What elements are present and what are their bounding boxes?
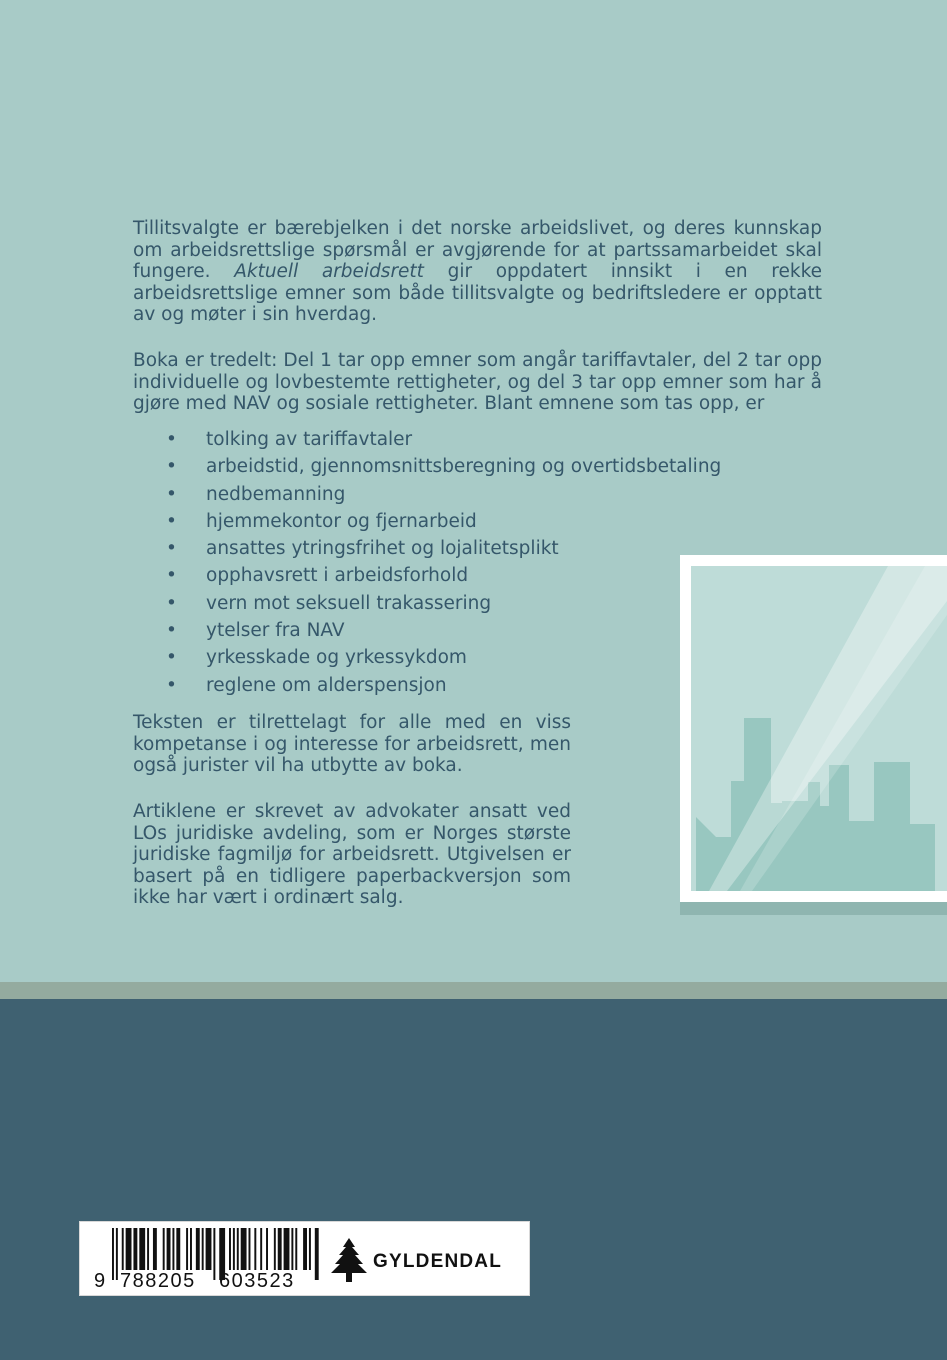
topic-label: vern mot seksuell trakassering: [206, 592, 492, 614]
barcode-bar: [303, 1228, 307, 1270]
barcode-bar: [176, 1228, 180, 1270]
bullet-icon: •: [166, 647, 177, 669]
isbn-right-group: 603523: [219, 1270, 295, 1292]
topic-label: hjemmekontor og fjernarbeid: [206, 510, 477, 532]
intro-text-end: gir oppdatert innsikt i en rekke arbeidsrettslige emner som både tillitsvalgte og bedriftsledere er opptatt av og møter i sin hverdag.: [133, 261, 823, 325]
list-item: [166, 426, 721, 453]
barcode-bar: [295, 1228, 297, 1270]
bullet-icon: •: [166, 483, 177, 505]
topic-label: arbeidstid, gjennomsnittsberegning og overtidsbetaling: [206, 456, 722, 478]
barcode-bar: [147, 1228, 149, 1270]
barcode-bar: [249, 1228, 251, 1270]
barcode-bar: [266, 1228, 268, 1270]
window-skyline-illustration: [680, 555, 947, 915]
list-item: [166, 481, 721, 508]
topic-label: ansattes ytringsfrihet og lojalitetsplikt: [206, 538, 559, 560]
list-item: [166, 590, 721, 617]
divider-stripe: [0, 982, 947, 999]
barcode-bar: [186, 1228, 188, 1270]
topic-list: [166, 426, 721, 699]
barcode-bar: [309, 1228, 311, 1270]
bullet-icon: •: [166, 620, 177, 642]
list-item: [166, 535, 721, 562]
authors-paragraph: Artiklene er skrevet av advokater ansatt ved LOs juridiske avdeling, som er Norges største juridiske fagmiljø for arbeidsrett. Utgivelsen er basert på en tidligere paperbackversjon som ikke har vært i ordinært salg.: [133, 801, 571, 908]
isbn-left-group: 788205: [120, 1270, 196, 1292]
list-item: [166, 672, 721, 699]
barcode-bar: [202, 1228, 204, 1270]
publisher-name: GYLDENDAL: [373, 1251, 503, 1272]
barcode-bar: [167, 1228, 171, 1270]
bullet-icon: •: [166, 456, 177, 478]
barcode-bar: [112, 1228, 114, 1280]
intro-paragraph: [133, 218, 822, 326]
barcode-bar: [274, 1228, 276, 1270]
barcode-bar: [278, 1228, 282, 1270]
barcode-bar: [291, 1228, 293, 1270]
bullet-icon: •: [166, 429, 177, 450]
structure-paragraph: Boka er tredelt: Del 1 tar opp emner som angår tariffavtaler, del 2 tar opp individuelle og lovbestemte rettigheter, og del 3 tar opp emner som har å gjøre med NAV og sosiale rettigheter. Blant emnene som tas opp, er: [133, 350, 822, 414]
topic-label: yrkesskade og yrkessykdom: [206, 647, 467, 669]
barcode-bar: [237, 1228, 239, 1270]
list-item: [166, 562, 721, 589]
audience-paragraph: Teksten er tilrettelagt for alle med en viss kompetanse i og interesse for arbeidsrett, men også jurister vil ha utbytte av boka.: [133, 712, 571, 776]
barcode-bar: [163, 1228, 165, 1270]
barcode-bar: [139, 1228, 145, 1270]
book-title-italic: Aktuell arbeidsrett: [234, 261, 424, 282]
barcode-bar: [126, 1228, 132, 1270]
barcode-panel: [79, 1221, 530, 1296]
list-item: [166, 508, 721, 535]
bullet-icon: •: [166, 565, 177, 587]
barcode-bar: [241, 1228, 247, 1270]
barcode-bar: [122, 1228, 124, 1270]
barcode-bar: [233, 1228, 235, 1270]
bullet-icon: •: [166, 592, 177, 614]
list-item: [166, 617, 721, 644]
barcode-bar: [229, 1228, 231, 1270]
barcode-bar: [260, 1228, 262, 1270]
topic-label: opphavsrett i arbeidsforhold: [206, 565, 469, 587]
barcode-bar: [172, 1228, 174, 1270]
topic-label: nedbemanning: [206, 483, 346, 505]
barcode-bar: [153, 1228, 157, 1270]
list-item: [166, 644, 721, 671]
bullet-icon: •: [166, 510, 177, 532]
bullet-icon: •: [166, 674, 177, 696]
cover-bottom-panel: [0, 999, 947, 1360]
isbn-first-digit: 9: [94, 1270, 106, 1292]
fir-tree-icon: [331, 1238, 367, 1282]
topic-label: reglene om alderspensjon: [206, 674, 447, 696]
barcode-bar: [190, 1228, 192, 1270]
barcode-bar: [206, 1228, 212, 1270]
topic-label: tolking av tariffavtaler: [206, 429, 413, 450]
barcode-bar: [133, 1228, 137, 1270]
barcode-bar: [116, 1228, 118, 1280]
bullet-icon: •: [166, 538, 177, 560]
list-item: [166, 453, 721, 480]
barcode-bar: [254, 1228, 256, 1270]
barcode-bar: [284, 1228, 290, 1270]
barcode-bar: [196, 1228, 200, 1270]
barcode-bar: [315, 1228, 319, 1280]
topic-label: ytelser fra NAV: [206, 620, 345, 642]
intro-text-start: Tillitsvalgte er bærebjelken i det norske arbeidslivet, og deres kunnskap om arbeidsrettslige spørsmål er avgjørende for at partssamarbeidet skal fungere.: [133, 218, 822, 282]
barcode-bar: [213, 1228, 215, 1280]
